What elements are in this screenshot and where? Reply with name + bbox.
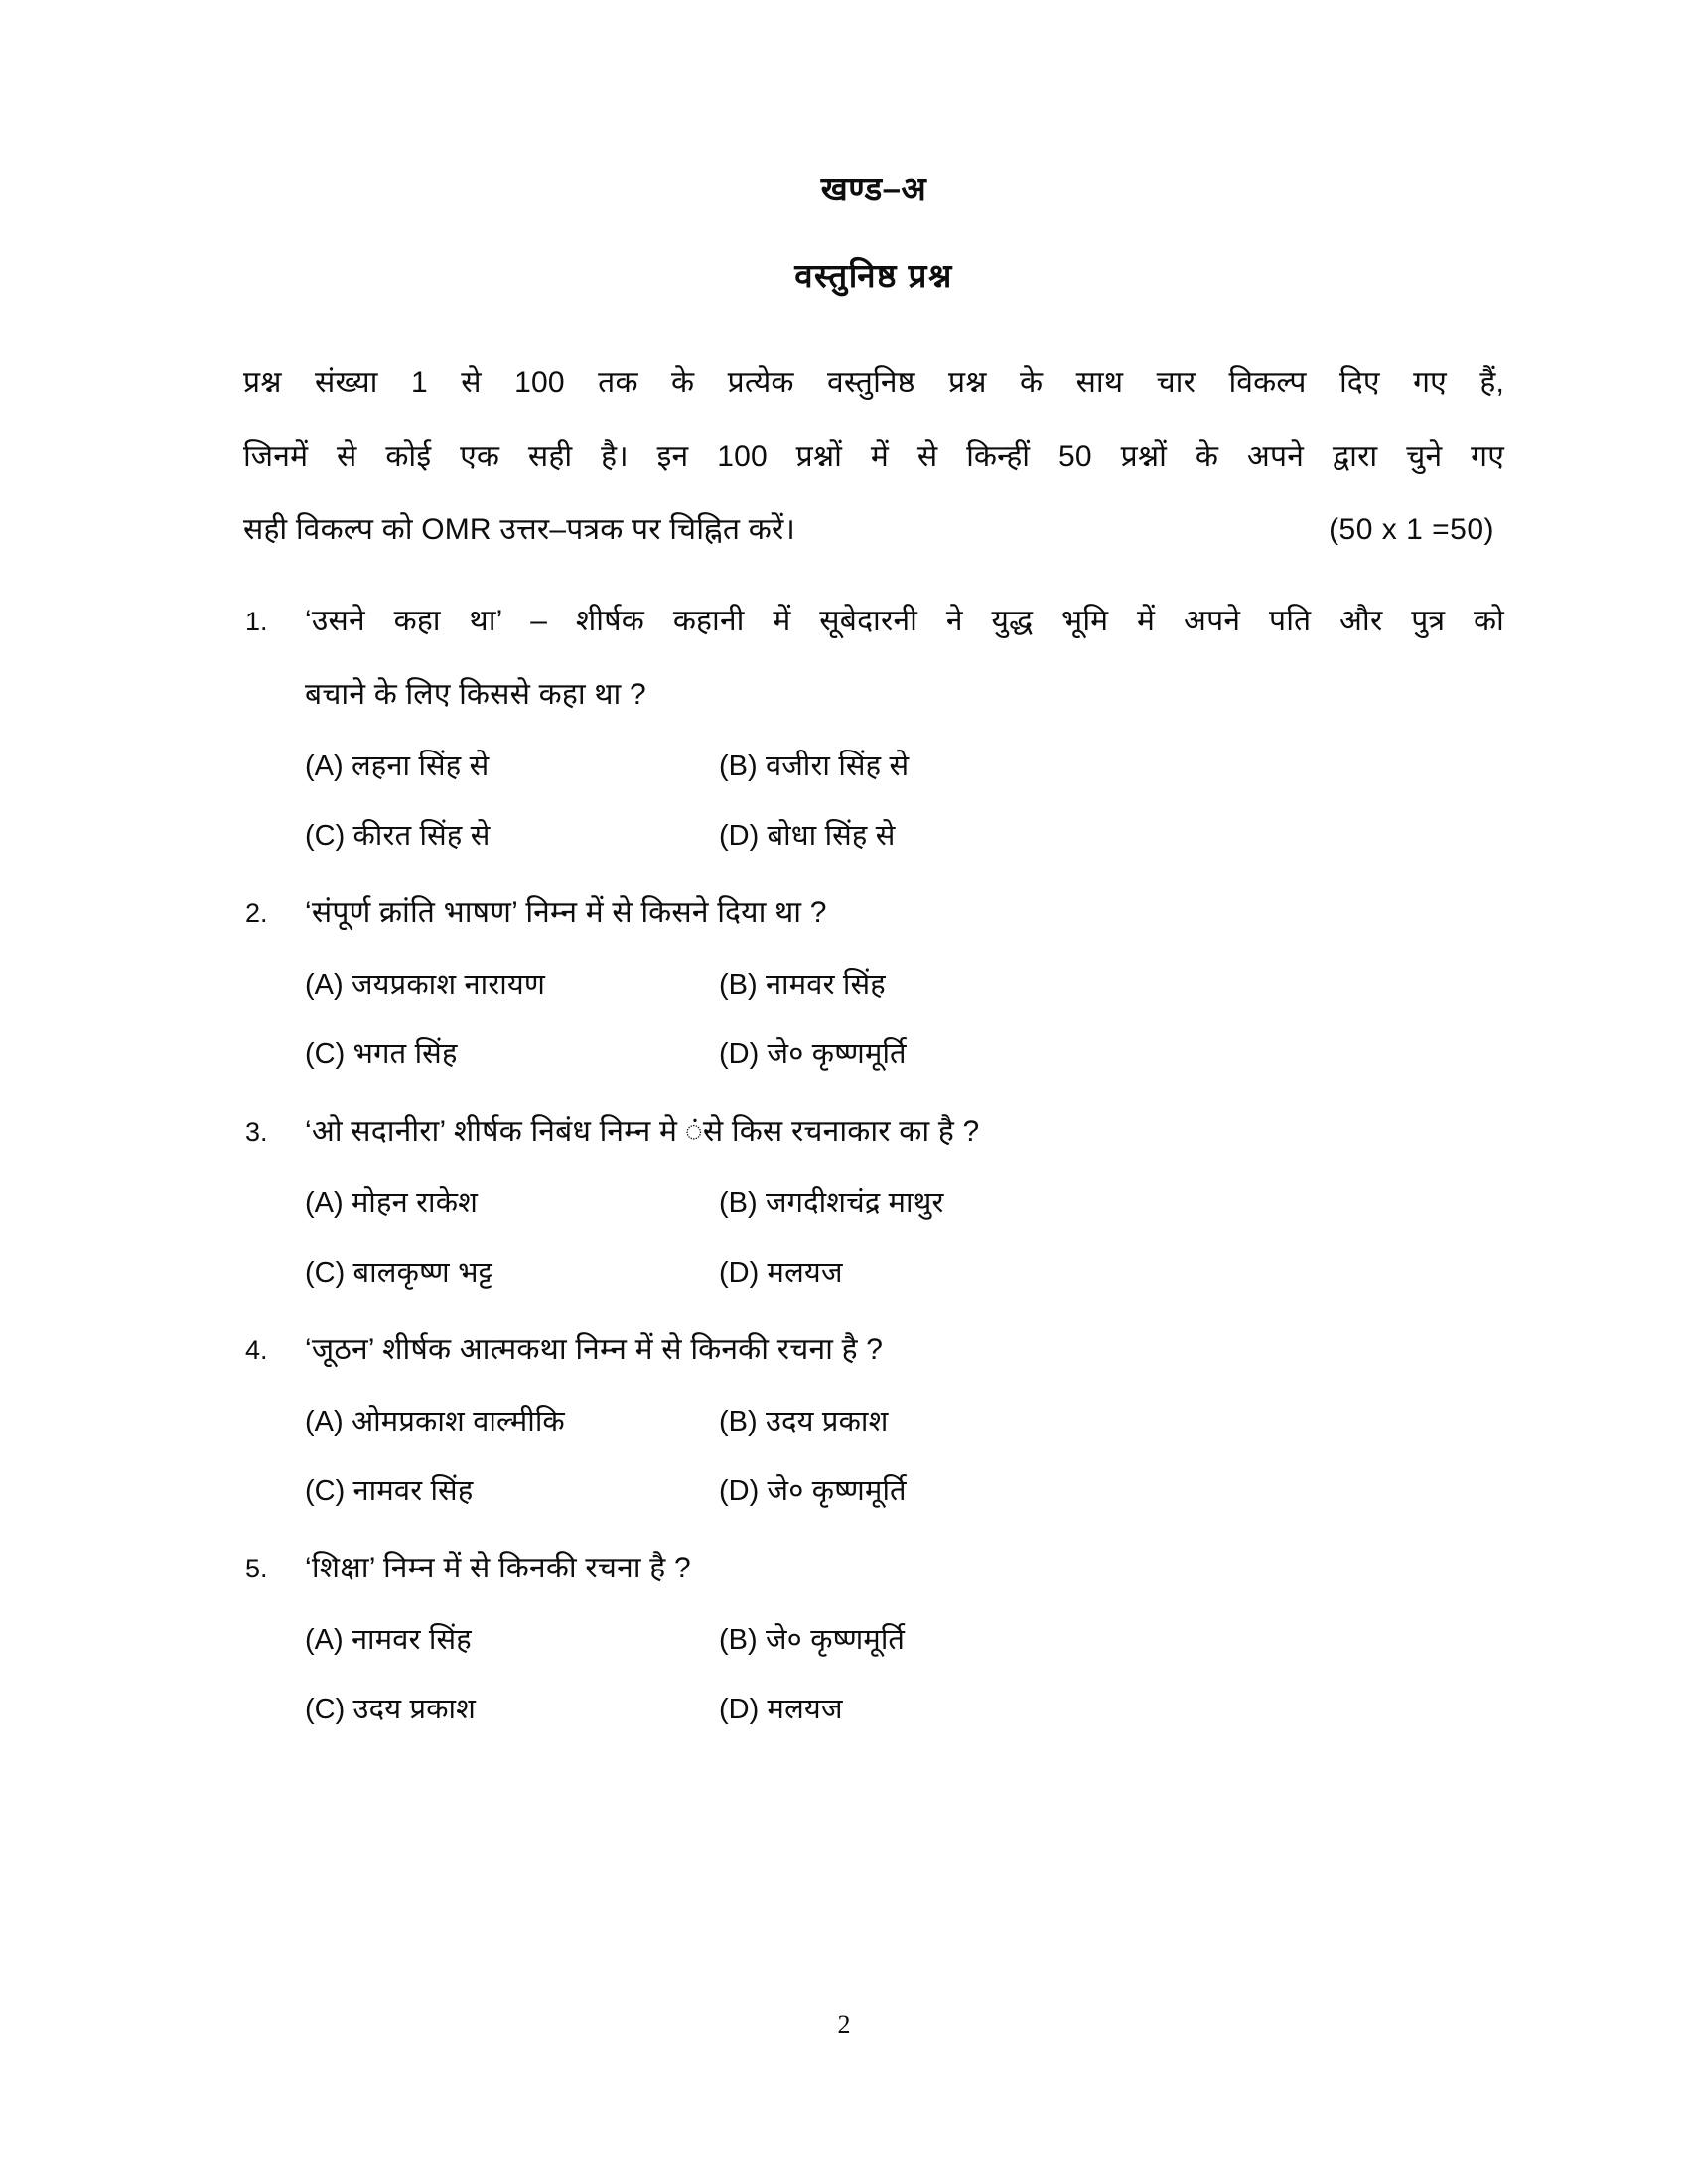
option-marker: (D) xyxy=(719,1038,760,1071)
option-marker: (C) xyxy=(305,1038,346,1071)
questions-list xyxy=(243,585,1504,1744)
instructions-block xyxy=(243,346,1504,567)
option-d[interactable] xyxy=(719,1238,1504,1307)
option-marker: (A) xyxy=(305,1624,344,1657)
question-row xyxy=(243,1313,1504,1387)
option-c[interactable] xyxy=(305,1456,719,1526)
question-text-line: बचाने के लिए किससे कहा था ? xyxy=(305,678,646,712)
marks-allocation: (50 x 1 =50) xyxy=(1329,513,1494,547)
option-label: मलयज xyxy=(767,1257,843,1290)
question-text xyxy=(305,1313,1504,1387)
option-label: लहना सिंह से xyxy=(351,751,490,783)
option-row xyxy=(305,732,1504,801)
option-row xyxy=(305,801,1504,871)
question-text xyxy=(305,1095,1504,1168)
section-title: खण्ड–अ xyxy=(820,170,927,206)
option-label: जयप्रकाश नारायण xyxy=(351,969,546,1002)
instruction-line-1: प्रश्न संख्या 1 से 100 तक के प्रत्येक वस्तुनिष्ठ प्रश्न के साथ चार विकल्प दिए गए हैं, xyxy=(243,366,1504,400)
option-marker: (D) xyxy=(719,820,760,853)
option-c[interactable] xyxy=(305,1675,719,1744)
instruction-line-3-row xyxy=(243,493,1504,567)
option-marker: (C) xyxy=(305,820,346,853)
option-row xyxy=(305,1605,1504,1675)
question-number: 2. xyxy=(245,898,268,929)
option-label: जे० कृष्णमूर्ति xyxy=(767,1475,907,1508)
option-marker: (B) xyxy=(719,1187,758,1220)
question-text-line: ‘जूठन’ शीर्षक आत्मकथा निम्न में से किनकी रचना है ? xyxy=(305,1333,884,1367)
option-label: मलयज xyxy=(767,1694,843,1726)
option-marker: (C) xyxy=(305,1257,346,1290)
option-row xyxy=(305,1168,1504,1238)
option-c[interactable] xyxy=(305,1238,719,1307)
option-marker: (B) xyxy=(719,1406,758,1438)
option-marker: (B) xyxy=(719,969,758,1002)
option-row xyxy=(305,950,1504,1020)
question-text xyxy=(305,877,1504,950)
option-d[interactable] xyxy=(719,1456,1504,1526)
option-a[interactable] xyxy=(305,1605,719,1675)
option-label: नामवर सिंह xyxy=(765,969,886,1002)
option-d[interactable] xyxy=(719,1675,1504,1744)
instruction-line-2: जिनमें से कोई एक सही है। इन 100 प्रश्नों में से किन्हीं 50 प्रश्नों के अपने द्वारा चुने गए xyxy=(243,440,1504,474)
option-a[interactable] xyxy=(305,1168,719,1238)
option-marker: (A) xyxy=(305,1187,344,1220)
options-group xyxy=(305,1387,1504,1526)
page-number: 2 xyxy=(837,2010,851,2039)
option-row xyxy=(305,1387,1504,1456)
instruction-line-3: सही विकल्प को OMR उत्तर–पत्रक पर चिह्नित करें। xyxy=(243,513,796,547)
question-row xyxy=(243,585,1504,732)
question-number: 3. xyxy=(245,1117,268,1148)
option-label: जे० कृष्णमूर्ति xyxy=(767,1038,907,1071)
question-text-line: ‘संपूर्ण क्रांति भाषण’ निम्न में से किसने दिया था ? xyxy=(305,896,827,930)
option-label: मोहन राकेश xyxy=(351,1187,479,1220)
option-row xyxy=(305,1675,1504,1744)
question-text-line: ‘ओ सदानीरा’ शीर्षक निबंध निम्न मे ंसे किस रचनाकार का है ? xyxy=(305,1115,980,1149)
subsection-title: वस्तुनिष्ठ प्रश्न xyxy=(794,256,953,294)
question-number: 4. xyxy=(245,1335,268,1366)
question-text-line: ‘शिक्षा’ निम्न में से किनकी रचना है ? xyxy=(305,1552,691,1585)
option-b[interactable] xyxy=(719,950,1504,1020)
option-label: जगदीशचंद्र माथुर xyxy=(765,1187,944,1220)
option-row xyxy=(305,1456,1504,1526)
page-content xyxy=(243,169,1504,1750)
option-b[interactable] xyxy=(719,1168,1504,1238)
question-row xyxy=(243,877,1504,950)
question-block xyxy=(243,585,1504,871)
option-marker: (B) xyxy=(719,751,758,783)
option-b[interactable] xyxy=(719,1605,1504,1675)
option-marker: (D) xyxy=(719,1257,760,1290)
option-label: ओमप्रकाश वाल्मीकि xyxy=(351,1406,565,1438)
question-text-line: ‘उसने कहा था’ – शीर्षक कहानी में सूबेदारनी ने युद्ध भूमि में अपने पति और पुत्र को xyxy=(305,605,1504,638)
question-text xyxy=(305,585,1504,732)
question-row xyxy=(243,1532,1504,1605)
option-d[interactable] xyxy=(719,801,1504,871)
option-label: नामवर सिंह xyxy=(351,1624,472,1657)
option-c[interactable] xyxy=(305,801,719,871)
option-label: बोधा सिंह से xyxy=(767,820,896,853)
question-number: 5. xyxy=(245,1554,268,1584)
option-label: कीरत सिंह से xyxy=(352,820,491,853)
option-label: उदय प्रकाश xyxy=(352,1694,477,1726)
options-group xyxy=(305,1605,1504,1744)
question-row xyxy=(243,1095,1504,1168)
option-label: बालकृष्ण भट्ट xyxy=(352,1257,493,1290)
option-marker: (D) xyxy=(719,1475,760,1508)
option-label: भगत सिंह xyxy=(352,1038,458,1071)
option-label: जे० कृष्णमूर्ति xyxy=(765,1624,906,1657)
option-marker: (B) xyxy=(719,1624,758,1657)
question-block xyxy=(243,1532,1504,1744)
option-label: उदय प्रकाश xyxy=(765,1406,889,1438)
question-text xyxy=(305,1532,1504,1605)
option-label: वजीरा सिंह से xyxy=(765,751,910,783)
option-marker: (D) xyxy=(719,1694,760,1726)
option-d[interactable] xyxy=(719,1020,1504,1089)
option-a[interactable] xyxy=(305,1387,719,1456)
options-group xyxy=(305,732,1504,871)
question-block xyxy=(243,877,1504,1089)
option-label: नामवर सिंह xyxy=(352,1475,474,1508)
question-number: 1. xyxy=(245,607,268,637)
option-marker: (A) xyxy=(305,751,344,783)
option-a[interactable] xyxy=(305,950,719,1020)
option-marker: (C) xyxy=(305,1475,346,1508)
option-row xyxy=(305,1238,1504,1307)
options-group xyxy=(305,1168,1504,1307)
question-block xyxy=(243,1313,1504,1526)
option-a[interactable] xyxy=(305,732,719,801)
option-marker: (A) xyxy=(305,1406,344,1438)
options-group xyxy=(305,950,1504,1089)
option-marker: (C) xyxy=(305,1694,346,1726)
option-b[interactable] xyxy=(719,732,1504,801)
option-b[interactable] xyxy=(719,1387,1504,1456)
question-block xyxy=(243,1095,1504,1307)
option-row xyxy=(305,1020,1504,1089)
option-c[interactable] xyxy=(305,1020,719,1089)
option-marker: (A) xyxy=(305,969,344,1002)
